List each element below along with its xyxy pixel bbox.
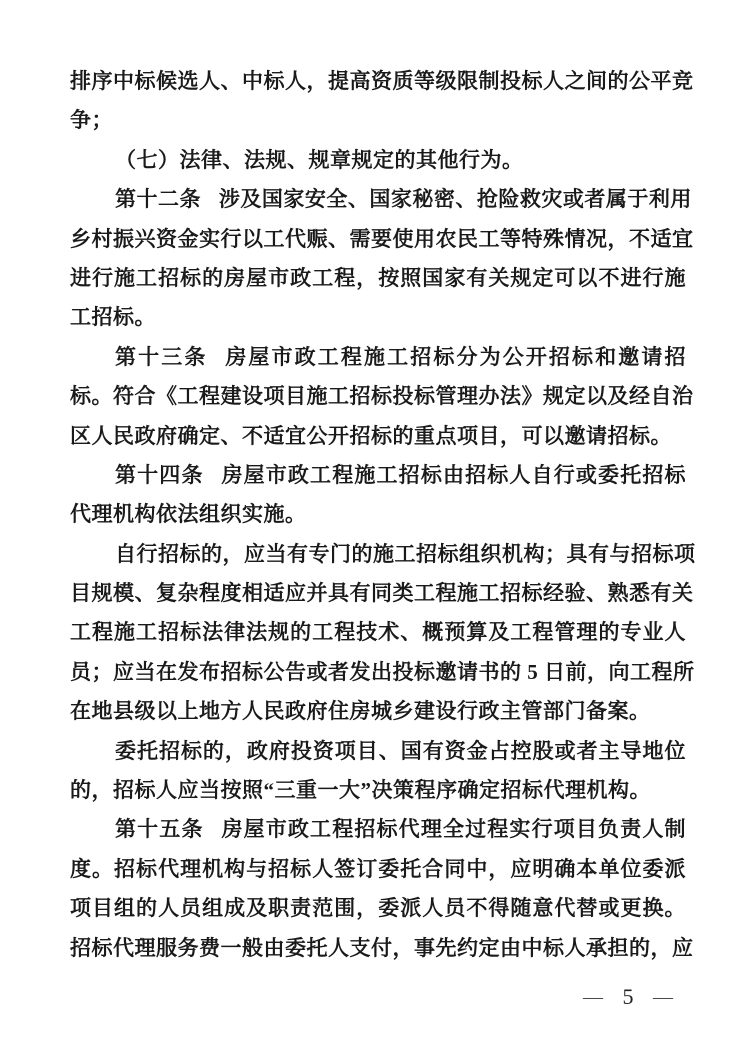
page-number: 5	[622, 984, 634, 1009]
article-text: 房屋市政工程施工招标由招标人自行或委托招标	[221, 462, 686, 487]
footer-dash-left: —	[583, 986, 603, 1008]
article-text: 房屋市政工程施工招标分为公开招标和邀请招	[225, 344, 687, 369]
text-line: 区人民政府确定、不适宜公开招标的重点项目，可以邀请招标。	[70, 423, 672, 448]
text-line: 的，招标人应当按照“三重一大”决策程序确定招标代理机构。	[70, 778, 651, 803]
text-line: 委托招标的，政府投资项目、国有资金占控股或者主导地位	[115, 738, 686, 763]
article-number-heading: 第十五条	[115, 817, 204, 842]
text-line: 目规模、复杂程度相适应并具有同类工程施工招标经验、熟悉有关	[70, 581, 694, 606]
article-12-heading-line	[70, 180, 692, 219]
article-13-heading-line	[70, 338, 686, 377]
article-15-heading-line	[70, 810, 686, 849]
text-line: 在地县级以上地方人民政府住房城乡建设行政主管部门备案。	[70, 699, 651, 724]
text-line: 度。招标代理机构与招标人签订委托合同中，应明确本单位委派	[70, 856, 686, 881]
text-line: 工招标。	[70, 305, 156, 330]
text-line: 自行招标的，应当有专门的施工招标组织机构；具有与招标项	[115, 541, 696, 566]
text-line: 员；应当在发布招标公告或者发出投标邀请书的 5 日前，向工程所	[70, 659, 695, 684]
document-body	[70, 62, 696, 968]
text-line: 排序中标候选人、中标人，提高资质等级限制投标人之间的公平竞	[70, 69, 694, 93]
text-line: 代理机构依法组织实施。	[70, 502, 307, 527]
article-text: 房屋市政工程招标代理全过程实行项目负责人制	[221, 817, 686, 842]
article-number-heading: 第十三条	[115, 344, 208, 369]
article-14-heading-line	[70, 456, 686, 495]
article-number-heading: 第十二条	[115, 187, 201, 212]
article-text: 涉及国家安全、国家秘密、抢险救灾或者属于利用	[218, 187, 692, 212]
list-item-7: （七）法律、法规、规章规定的其他行为。	[115, 147, 524, 172]
page-footer	[583, 983, 673, 1011]
text-line: 争；	[70, 108, 113, 133]
text-line: 项目组的人员组成及职责范围，委派人员不得随意代替或更换。	[70, 896, 686, 921]
text-line: 工程施工招标法律法规的工程技术、概预算及工程管理的专业人	[70, 620, 686, 645]
text-line: 标。符合《工程建设项目施工招标投标管理办法》规定以及经自治	[70, 384, 694, 409]
text-line: 进行施工招标的房屋市政工程，按照国家有关规定可以不进行施	[70, 265, 686, 290]
footer-dash-right: —	[653, 986, 673, 1008]
text-line: 招标代理服务费一般由委托人支付，事先约定由中标人承担的，应	[70, 935, 694, 960]
article-number-heading: 第十四条	[115, 462, 204, 487]
text-line: 乡村振兴资金实行以工代赈、需要使用农民工等特殊情况，不适宜	[70, 226, 694, 251]
